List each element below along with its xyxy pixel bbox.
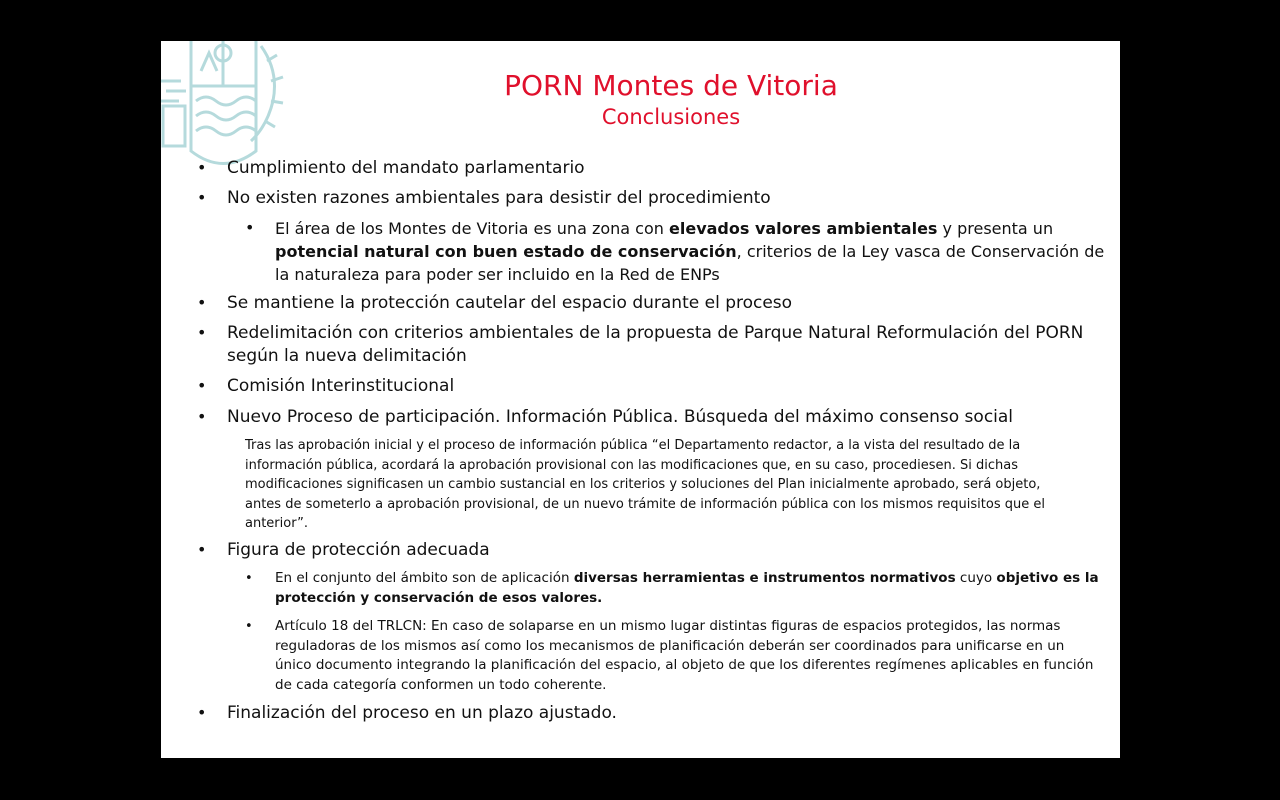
bullet: • [197, 703, 207, 722]
list-item: Finalización del proceso en un plazo ajustado. [227, 703, 617, 723]
bold-text: potencial natural con buen estado de conservación [275, 242, 737, 261]
bullet: • [197, 323, 207, 342]
list-item: Redelimitación con criterios ambientales de la propuesta de Parque Natural Reformulación del PORN según la nueva delimitación [227, 323, 1084, 366]
list-item: Se mantiene la protección cautelar del espacio durante el proceso [227, 293, 793, 313]
bullet: • [197, 407, 207, 426]
quote-note: Tras las aprobación inicial y el proceso de información pública “el Departamento redactor, a la vista del resultado de la información pública, acordará la aprobación provisional con las modificaciones que, en su caso, procediesen. Si dichas modificaciones significasen un cambio sustancial en los criterios y soluciones del Plan inicialmente aprobado, será objeto, antes de someterlo a aprobación provisional, de un nuevo trámite de información pública con los mismos requisitos que el anterior”. [245, 438, 1045, 531]
list-item: Figura de protección adecuada [227, 540, 490, 560]
list-item: Comisión Interinstitucional [227, 376, 455, 396]
text: En el conjunto del ámbito son de aplicación [275, 570, 574, 586]
sub-list-item [275, 217, 1105, 286]
coat-of-arms-watermark [161, 41, 286, 166]
slide-subtitle: Conclusiones [601, 105, 741, 129]
bullet: • [197, 540, 207, 559]
text: cuyo [955, 570, 997, 586]
bullet: • [245, 571, 253, 586]
bullet: • [197, 376, 207, 395]
bullet: • [245, 218, 255, 237]
bold-text: elevados valores ambientales [669, 219, 938, 238]
list-item: No existen razones ambientales para desistir del procedimiento [227, 188, 771, 208]
list-item: Cumplimiento del mandato parlamentario [227, 158, 585, 178]
text: , criterios de la Ley vasca de Conservación de la naturaleza para poder ser incluido en la Red de ENPs [275, 242, 1105, 284]
bold-text: diversas herramientas e instrumentos normativos [573, 570, 956, 586]
bullet: • [197, 293, 207, 312]
bullet: • [197, 158, 207, 177]
bold-text: objetivo es la protección y conservación de esos valores. [275, 570, 1099, 606]
bullet: • [245, 619, 253, 634]
bullet: • [197, 188, 207, 207]
sub-list-item [275, 569, 1105, 608]
text: El área de los Montes de Vitoria es una zona con [275, 219, 669, 238]
slide [161, 41, 1120, 758]
list-item: Nuevo Proceso de participación. Información Pública. Búsqueda del máximo consenso social [227, 407, 1014, 427]
text: y presenta un [937, 219, 1054, 238]
slide-title: PORN Montes de Vitoria [504, 69, 838, 102]
sub-list-item: Artículo 18 del TRLCN: En caso de solaparse en un mismo lugar distintas figuras de espacios protegidos, las normas reguladoras de los mismos así como los mecanismos de planificación deberán ser coordinados para unificarse en un único documento integrando la planificación del espacio, al objeto de que los diferentes regímenes aplicables en función de cada categoría conformen un todo coherente. [275, 618, 1094, 693]
